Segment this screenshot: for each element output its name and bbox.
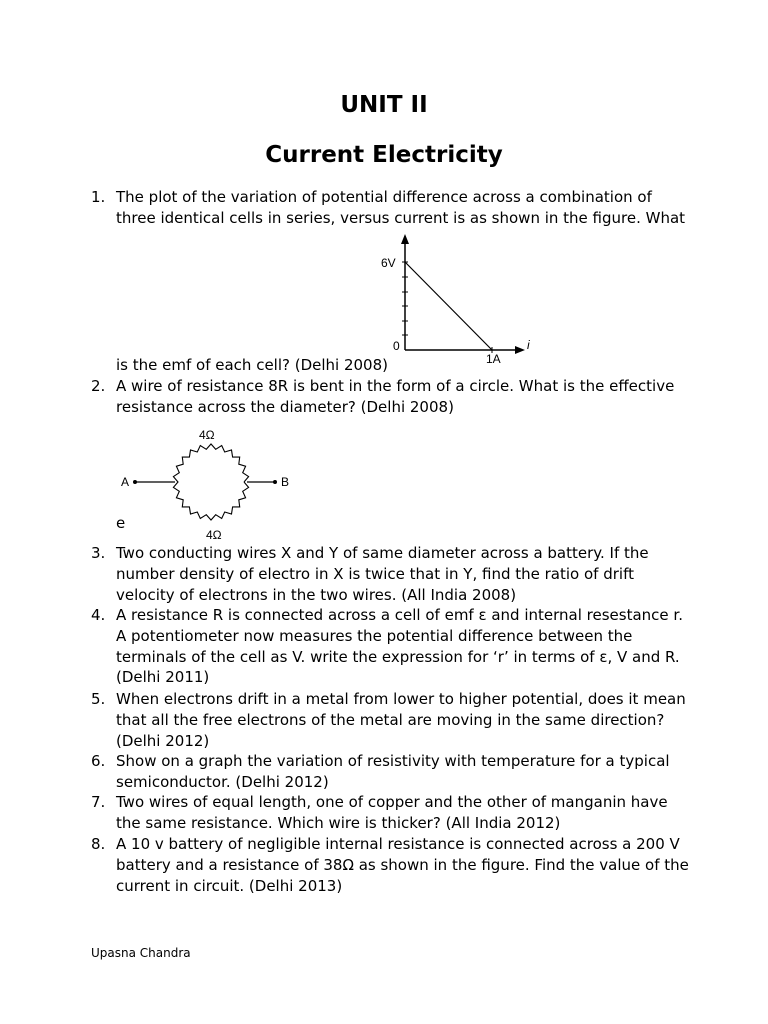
question-7 (91, 792, 691, 834)
question-3 (91, 543, 691, 605)
question-text: e (116, 514, 126, 532)
question-number: 4. (91, 606, 106, 624)
question-text: Show on a graph the variation of resistivity with temperature for a typical semiconductor. (Delhi 2012) (116, 752, 670, 791)
question-text: When electrons drift in a metal from lower to higher potential, does it mean that all the free electrons of the metal are moving in the same direction? (Delhi 2012) (116, 690, 686, 750)
question-1 (91, 187, 691, 229)
origin-label: 0 (393, 339, 400, 353)
footer-author: Upasna Chandra (91, 946, 191, 960)
subject-heading: Current Electricity (265, 142, 503, 168)
unit-heading: UNIT II (340, 92, 428, 118)
question-text: Two wires of equal length, one of copper and the other of manganin have the same resistance. Which wire is thicker? (All India 2012) (116, 793, 668, 832)
question-6 (91, 751, 691, 793)
question-text: The plot of the variation of potential difference across a combination of three identical cells in series, versus current is as shown in the figure. What (116, 188, 686, 227)
question-2-continued (91, 513, 691, 534)
terminal-a (133, 480, 137, 484)
question-8 (91, 834, 691, 896)
top-resistance-label: 4Ω (199, 428, 215, 442)
question-1-continued (91, 355, 691, 376)
bottom-resistance-label: 4Ω (206, 528, 222, 542)
x-value-label: 1A (486, 352, 501, 365)
question-number: 3. (91, 544, 106, 562)
question-2 (91, 376, 691, 418)
question-text: A wire of resistance 8R is bent in the form of a circle. What is the effective resistance across the diameter? (Delhi 2008) (116, 377, 675, 416)
question-text: Two conducting wires X and Y of same diameter across a battery. If the number density of electro in X is twice that in Y, find the ratio of drift velocity of electrons in the two wires. (All India 2008) (116, 544, 649, 604)
question-number: 5. (91, 690, 106, 708)
resistor-circle (173, 444, 248, 520)
question-text: A resistance R is connected across a cell of emf ε and internal resestance r. A potentiometer now measures the potential difference between the terminals of the cell as V. write the expression for ‘r’ in terms of ε, V and R. (Delhi 2011) (116, 606, 683, 687)
question-text: is the emf of each cell? (Delhi 2008) (116, 356, 388, 374)
question-5 (91, 689, 691, 751)
question-number: 1. (91, 188, 106, 206)
terminal-b (273, 480, 277, 484)
terminal-a-label: A (121, 475, 130, 489)
question-4 (91, 605, 691, 688)
y-value-label: 6V (381, 256, 396, 270)
question-number: 2. (91, 377, 106, 395)
question-number: 8. (91, 835, 106, 853)
question-text: A 10 v battery of negligible internal resistance is connected across a 200 V battery and a resistance of 38Ω as shown in the figure. Find the value of the current in circuit. (Delhi 2013) (116, 835, 689, 895)
y-axis-arrow-icon (401, 234, 409, 244)
question-number: 7. (91, 793, 106, 811)
x-axis-label: i (527, 338, 530, 352)
question-number: 6. (91, 752, 106, 770)
graph-line (405, 262, 492, 350)
x-axis-arrow-icon (515, 346, 525, 354)
terminal-b-label: B (281, 475, 290, 489)
potential-vs-current-graph (355, 230, 545, 365)
